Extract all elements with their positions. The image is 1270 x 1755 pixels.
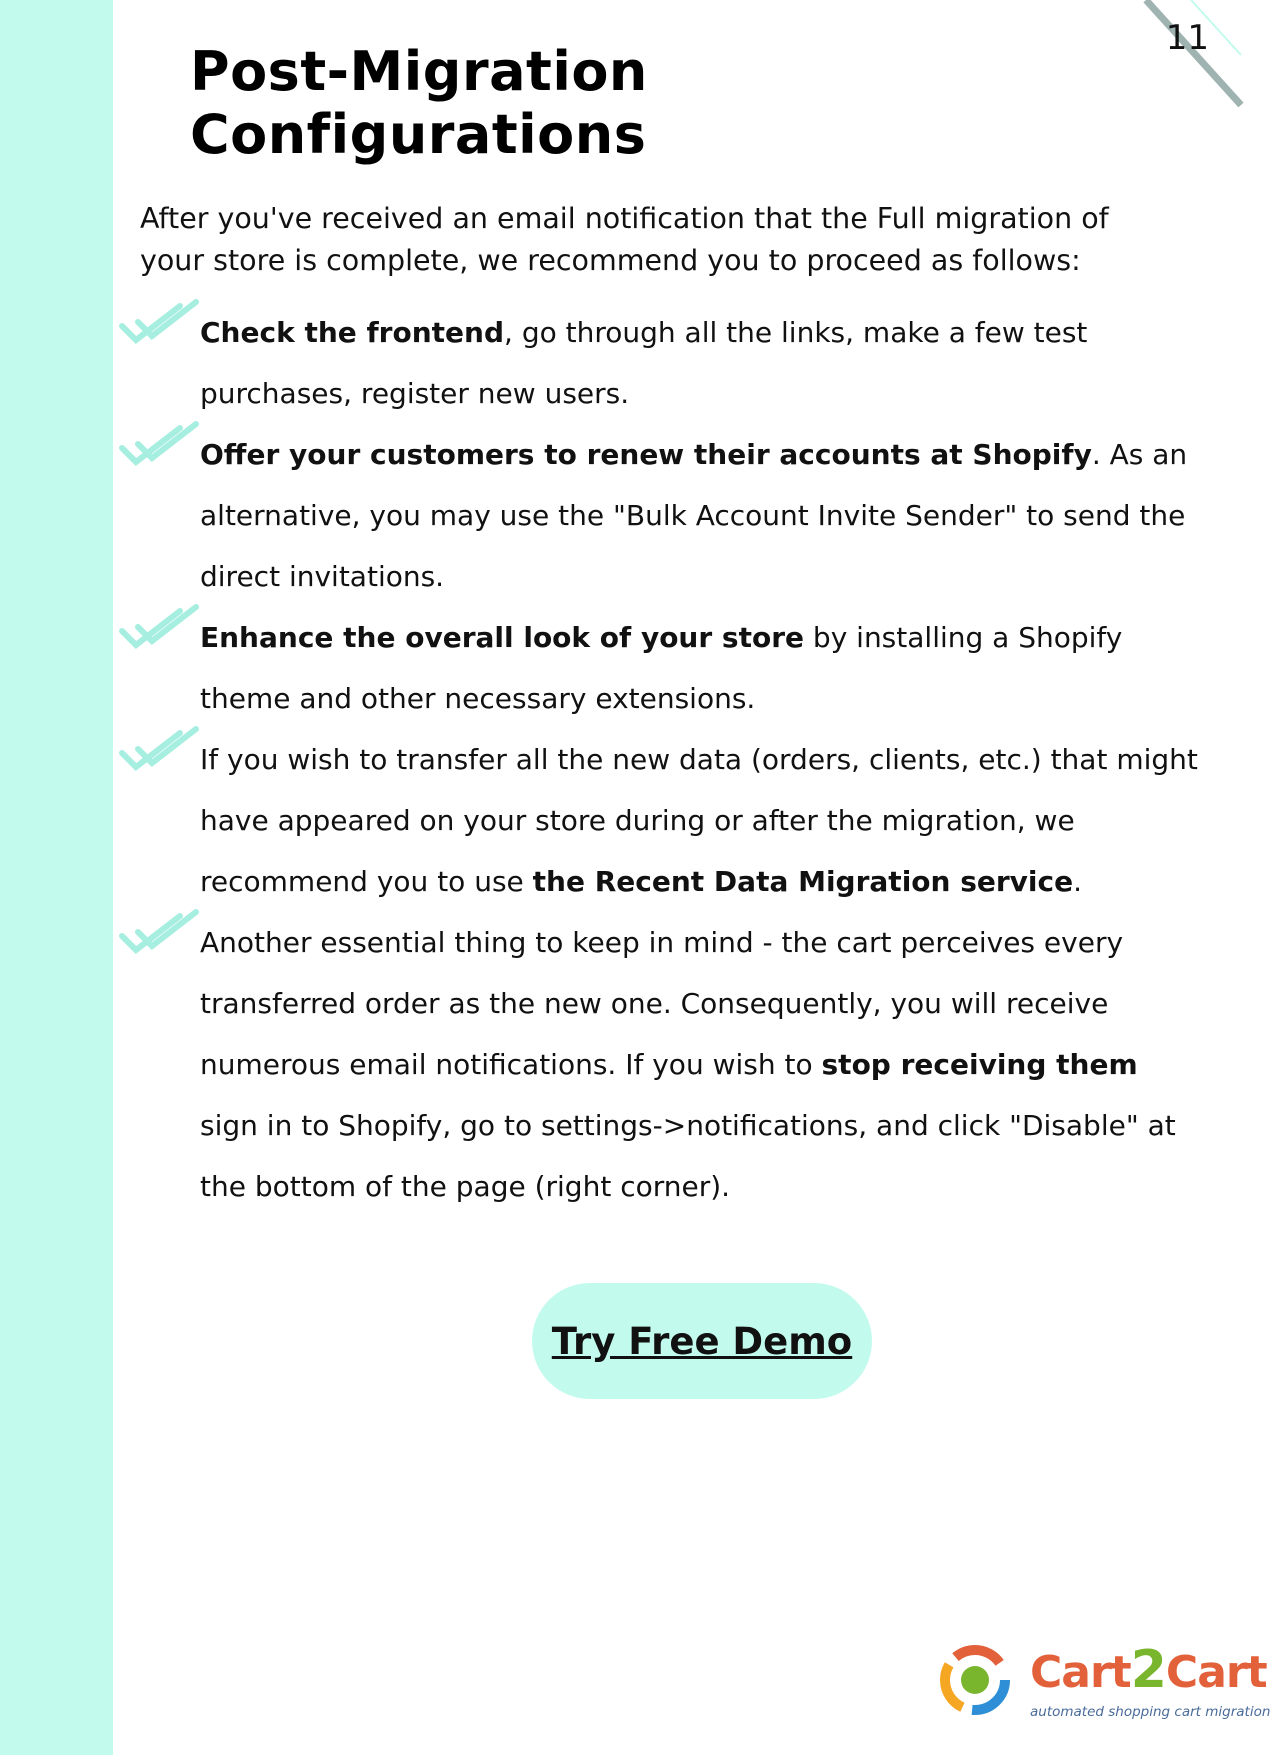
double-check-icon [118,420,208,474]
bullet-text: Another essential thing to keep in mind - the cart perceives every transferred order as the new one. Consequently, you will receive numerous email notifications. If you wish to [200,926,1124,1081]
recommendation-list [0,302,1241,1217]
bullet-bold-text: stop receiving them [821,1048,1138,1081]
recommendation-item [0,424,1200,607]
try-free-demo-button[interactable]: Try Free Demo [532,1283,872,1399]
bullet-text: by installing a Shopify theme and other necessary extensions. [200,621,1123,715]
bullet-bold-text: Offer your customers to renew their accounts at Shopify [200,438,1092,471]
double-check-icon [118,603,208,657]
bullet-text: , go through all the links, make a few test purchases, register new users. [200,316,1088,410]
bullet-bold-text: Enhance the overall look of your store [200,621,805,654]
bullet-bold-text: Check the frontend [200,316,505,349]
double-check-icon [118,725,208,779]
bullet-text: . As an alternative, you may use the "Bulk Account Invite Sender" to send the direct invitations. [200,438,1188,593]
page-title: Post-Migration Configurations [190,40,648,166]
recommendation-item [0,302,1200,424]
bullet-bold-text: the Recent Data Migration service [532,865,1074,898]
logo-tagline: automated shopping cart migration [1030,1704,1270,1720]
bullet-text: If you wish to transfer all the new data (orders, clients, etc.) that might have appeared on your store during or after the migration, we recommend you to use [200,743,1198,898]
recommendation-item [0,607,1200,729]
logo-name-part1: Cart [1030,1647,1131,1698]
double-check-icon [118,298,208,352]
recommendation-item [0,912,1200,1217]
double-check-icon [118,908,208,962]
cart2cart-logo [935,1640,1270,1730]
bullet-text: . [1073,865,1083,898]
page-number: 11 [1165,18,1209,58]
intro-paragraph: After you've received an email notification that the Full migration of your store is complete, we recommend you to proceed as follows: [140,202,1109,277]
logo-name-part3: Cart [1165,1647,1267,1698]
cart2cart-logo-icon [935,1640,1015,1720]
recommendation-item [0,729,1200,912]
logo-name-part2: 2 [1130,1640,1166,1700]
bullet-text: sign in to Shopify, go to settings->notifications, and click "Disable" at the bottom of the page (right corner). [200,1109,1176,1203]
